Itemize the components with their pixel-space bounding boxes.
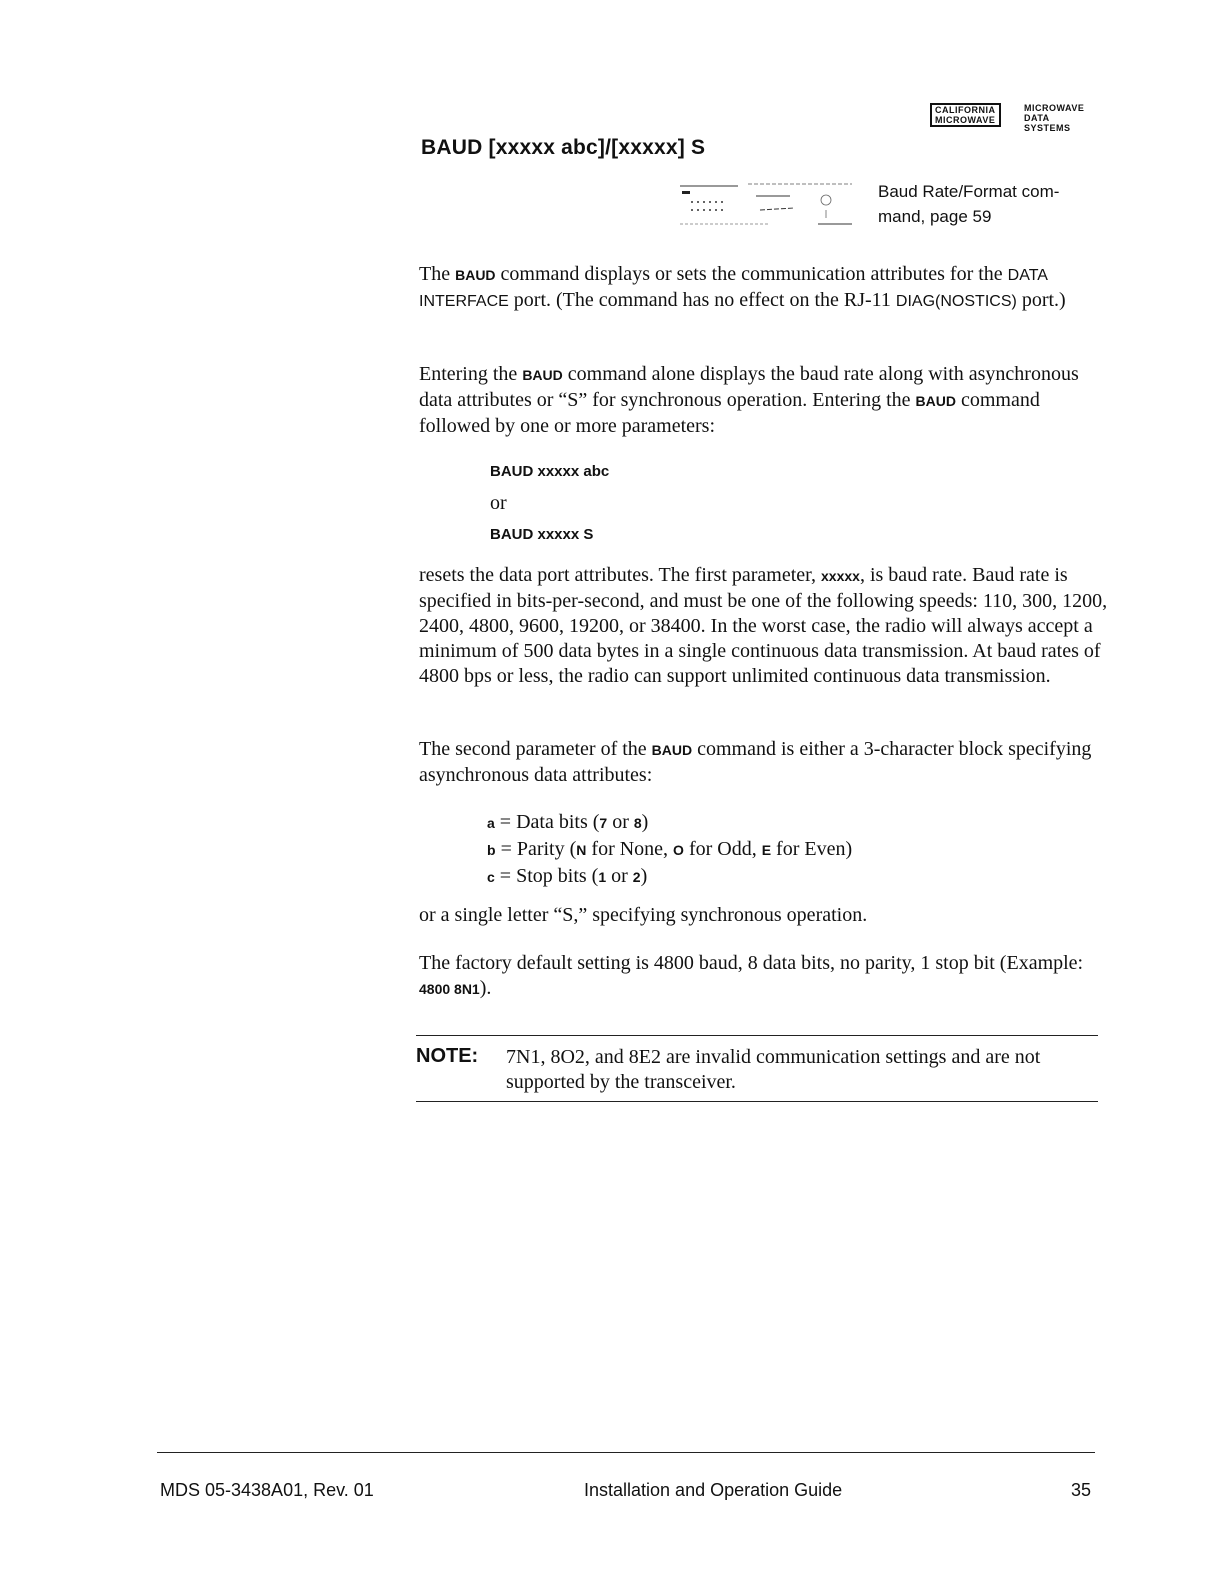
text-run: The second parameter of the	[419, 738, 652, 760]
port-name: DATA INTERFACE	[419, 267, 1048, 310]
text-run: command is either a 3-character block specifying asynchronous data attributes:	[419, 738, 1092, 786]
text-run: ).	[479, 977, 492, 999]
or-separator: or	[490, 492, 507, 514]
cross-reference-line2: mand, page 59	[878, 207, 992, 226]
logo-box	[930, 103, 1001, 127]
text-run: port. (The command has no effect on the RJ-11	[508, 289, 896, 311]
text-run: The factory default setting is 4800 baud, 8 data bits, no parity, 1 stop bit (Example:	[419, 952, 1084, 974]
attribute-value: N	[576, 842, 587, 858]
text-run: Entering the	[419, 363, 523, 385]
example-setting: 4800 8N1	[419, 981, 480, 997]
attribute-value: 1	[598, 869, 607, 885]
command-keyword: BAUD	[915, 393, 956, 409]
attribute-value: E	[761, 842, 772, 858]
text-run: for Odd,	[683, 838, 762, 860]
attribute-value: 7	[599, 815, 608, 831]
diag-port-name: DIAG(NOSTICS)	[895, 293, 1017, 310]
note-bottom-rule	[416, 1101, 1098, 1102]
logo-right-line2: DATA	[1024, 113, 1050, 123]
cross-reference-line1: Baud Rate/Format com-	[878, 182, 1060, 201]
text-run: for Even)	[771, 838, 853, 860]
guide-title: Installation and Operation Guide	[584, 1480, 843, 1500]
attribute-item-b	[487, 836, 1087, 863]
note-top-rule	[416, 1035, 1098, 1036]
command-example-async: BAUD xxxxx abc	[490, 463, 610, 480]
logo-box-line2: MICROWAVE	[935, 115, 996, 125]
logo-text	[1024, 103, 1084, 133]
text-run: or	[607, 811, 634, 833]
command-keyword: BAUD	[522, 367, 563, 383]
attribute-value: 8	[633, 815, 642, 831]
attribute-key: c	[487, 869, 495, 885]
note-label: NOTE:	[416, 1045, 479, 1067]
command-example-sync: BAUD xxxxx S	[490, 526, 594, 543]
text-run: or	[606, 865, 633, 887]
text-run: for None,	[586, 838, 674, 860]
paragraph-second-parameter	[419, 737, 1109, 788]
document-number: MDS 05-3438A01, Rev. 01	[160, 1480, 374, 1500]
text-run: port.)	[1016, 289, 1066, 311]
text-run: = Data bits (	[494, 811, 600, 833]
attribute-item-c	[487, 863, 1087, 890]
paragraph-baud-rate	[419, 563, 1109, 689]
command-keyword: BAUD	[651, 742, 693, 758]
logo-box-line1: CALIFORNIA	[935, 105, 996, 115]
text-run: )	[640, 865, 648, 887]
logo-right-line1: MICROWAVE	[1024, 103, 1085, 113]
text-run: The	[419, 263, 456, 285]
command-keyword: BAUD	[455, 267, 496, 283]
footer-rule	[157, 1452, 1095, 1453]
text-run: )	[641, 811, 649, 833]
paragraph-intro	[419, 262, 1109, 314]
text-run: resets the data port attributes. The first parameter,	[419, 564, 822, 586]
attribute-item-a	[487, 809, 1087, 836]
attribute-value: 2	[632, 869, 641, 885]
paragraph-factory-default	[419, 951, 1109, 1002]
cross-reference-note	[878, 179, 1108, 229]
device-front-panel-icon	[678, 182, 854, 228]
text-run: command alone displays the baud rate along with asynchronous data attributes or “S” for synchronous operation. Entering the	[419, 363, 1079, 411]
text-run: = Stop bits (	[494, 865, 599, 887]
paragraph-usage	[419, 362, 1109, 439]
text-run: command followed by one or more parameters:	[419, 389, 1040, 437]
section-heading: BAUD [xxxxx abc]/[xxxxx] S	[421, 136, 706, 159]
company-logo	[930, 103, 1110, 135]
logo-right-line3: SYSTEMS	[1024, 123, 1071, 133]
text-run: = Parity (	[495, 838, 577, 860]
page-number: 35	[1071, 1480, 1092, 1500]
attribute-key: a	[487, 815, 495, 831]
attribute-list	[487, 809, 1087, 890]
text-run: , is baud rate. Baud rate is specified in bits-per-second, and must be one of the following speeds: 110, 300, 1200, 2400, 4800, 9600, 19200, or 38400. In the worst case, the radio will always accept a minimum of 500 data bytes in a single continuous data transmission. At baud rates of 4800 bps or less, the radio can support unlimited continuous data transmission.	[419, 564, 1108, 687]
attribute-key: b	[487, 842, 496, 858]
attribute-value: O	[673, 842, 684, 858]
parameter-name: xxxxx	[821, 568, 860, 584]
note-text: 7N1, 8O2, and 8E2 are invalid communication settings and are not supported by the transceiver.	[506, 1046, 1041, 1093]
text-run: command displays or sets the communication attributes for the	[495, 263, 1008, 285]
paragraph-sync-option: or a single letter “S,” specifying synchronous operation.	[419, 904, 868, 926]
